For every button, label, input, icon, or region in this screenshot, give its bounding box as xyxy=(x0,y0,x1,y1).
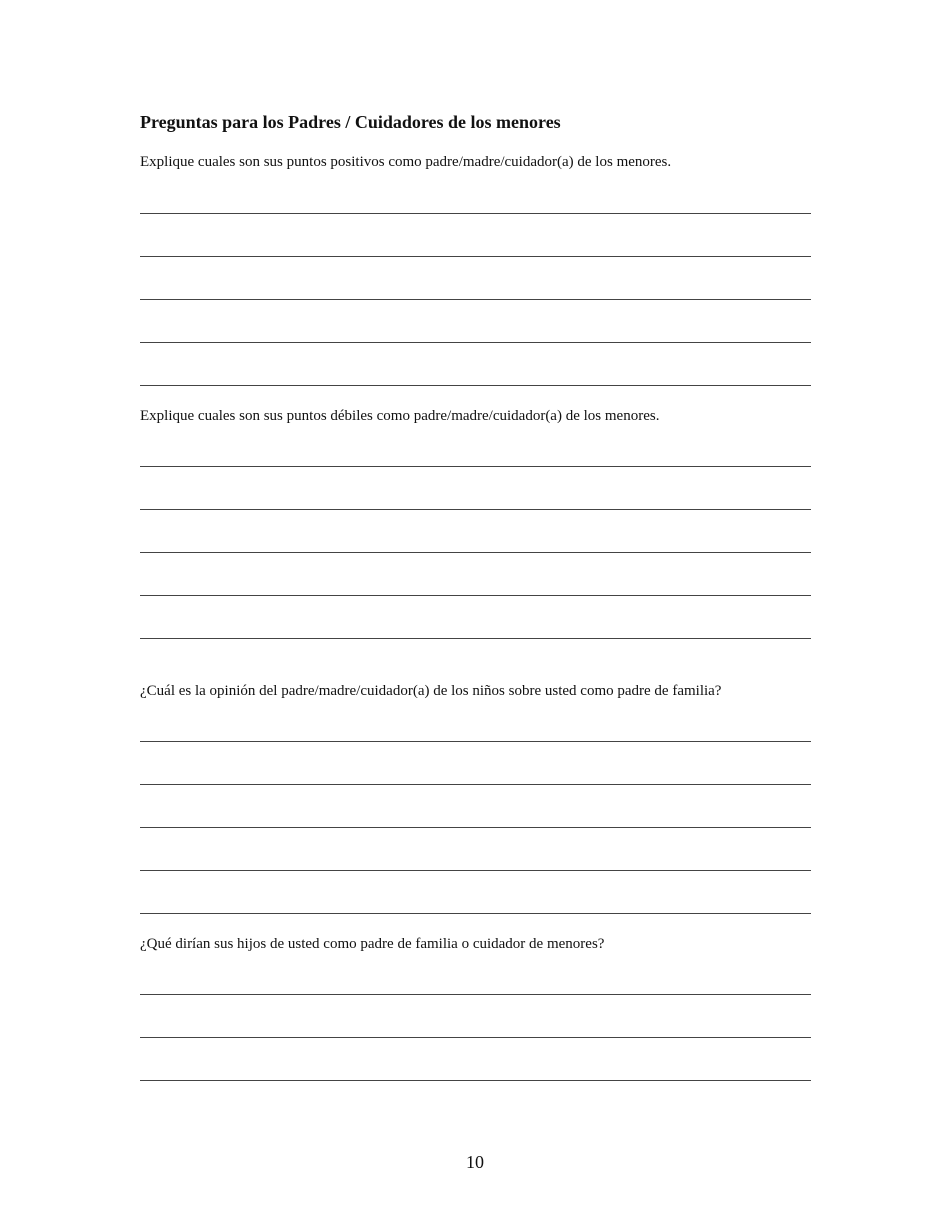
question-2: Explique cuales son sus puntos débiles como padre/madre/cuidador(a) de los menores. xyxy=(140,408,660,424)
answer-line xyxy=(140,1080,811,1081)
answer-line xyxy=(140,870,811,871)
question-1: Explique cuales son sus puntos positivos como padre/madre/cuidador(a) de los menores. xyxy=(140,154,672,170)
answer-line xyxy=(140,342,811,343)
answer-line xyxy=(140,299,811,300)
question-4: ¿Qué dirían sus hijos de usted como padre de familia o cuidador de menores? xyxy=(140,936,605,952)
question-3: ¿Cuál es la opinión del padre/madre/cuidador(a) de los niños sobre usted como padre de familia? xyxy=(140,683,722,699)
answer-line xyxy=(140,385,811,386)
answer-line xyxy=(140,552,811,553)
answer-line xyxy=(140,638,811,639)
answer-line xyxy=(140,913,811,914)
answer-line xyxy=(140,827,811,828)
answer-line xyxy=(140,784,811,785)
section-title: Preguntas para los Padres / Cuidadores de los menores xyxy=(140,112,561,132)
answer-line xyxy=(140,213,811,214)
answer-line xyxy=(140,994,811,995)
answer-line xyxy=(140,595,811,596)
answer-line xyxy=(140,741,811,742)
page-number: 10 xyxy=(466,1152,484,1172)
answer-line xyxy=(140,466,811,467)
answer-line xyxy=(140,256,811,257)
answer-line xyxy=(140,509,811,510)
answer-line xyxy=(140,1037,811,1038)
